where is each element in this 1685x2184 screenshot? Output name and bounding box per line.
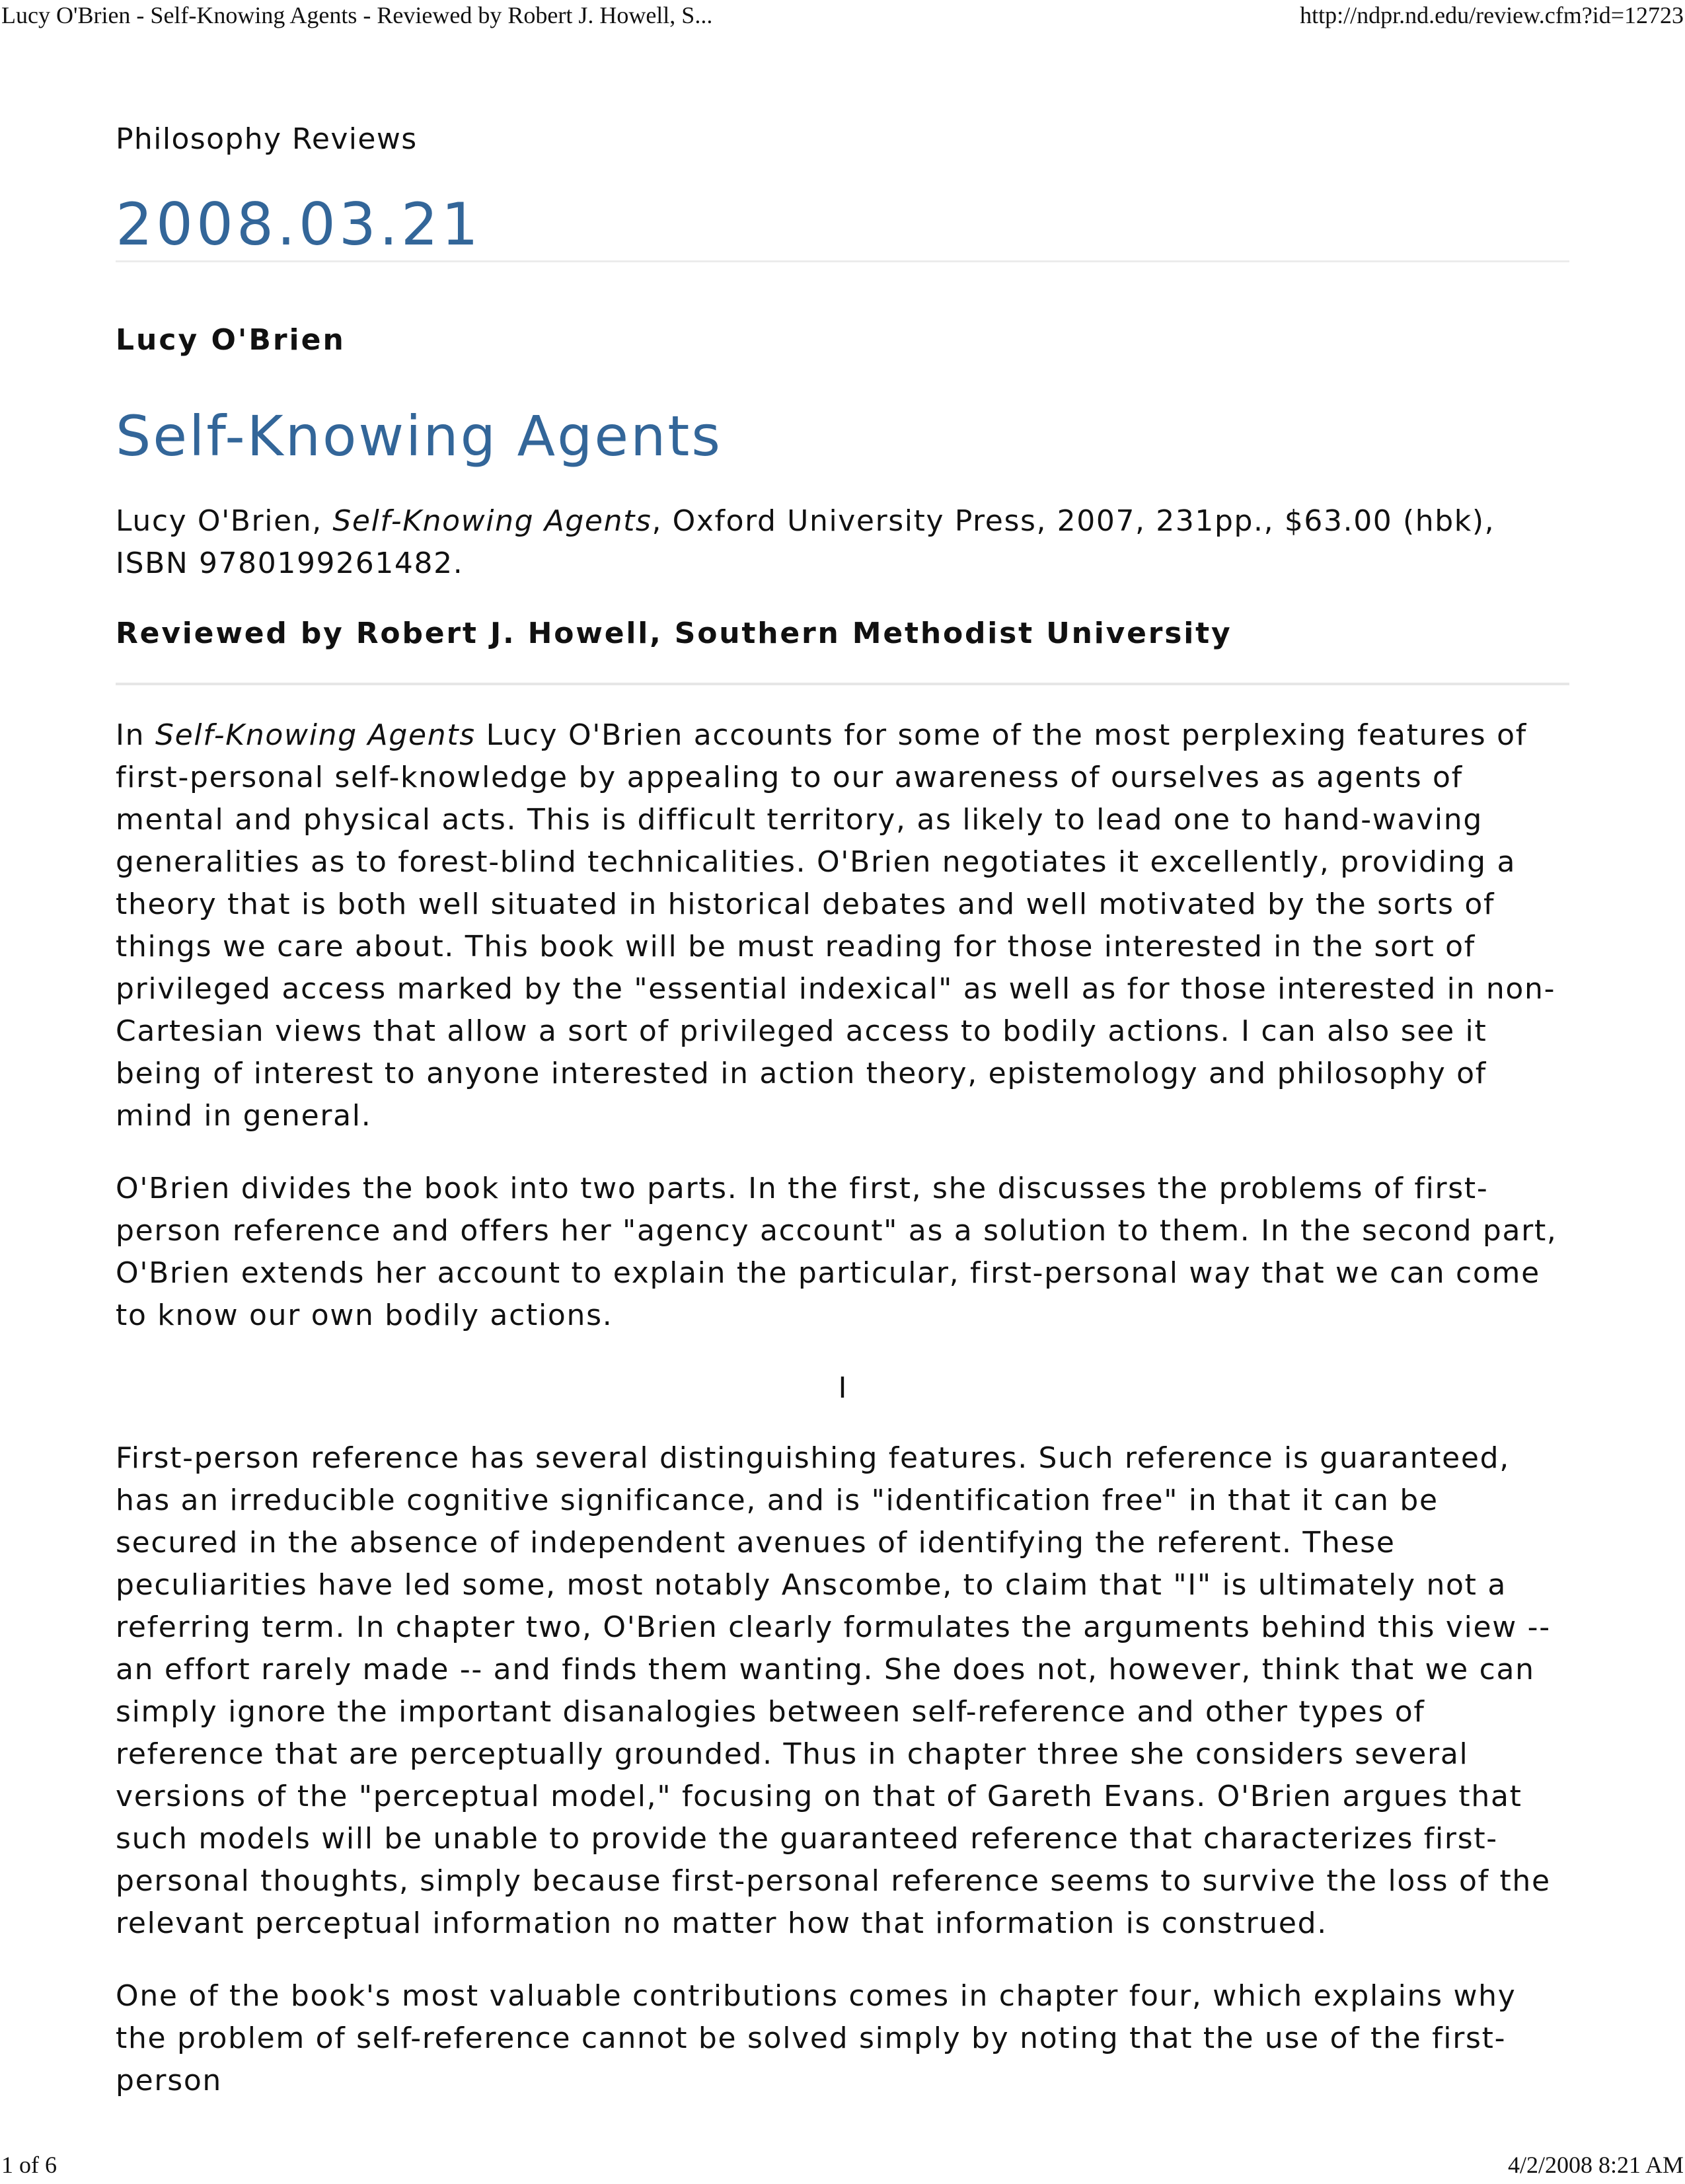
review-date: 2008.03.21 <box>116 190 482 259</box>
print-timestamp: 4/2/2008 8:21 AM <box>1507 2152 1684 2178</box>
paragraph-1 <box>116 714 1569 1137</box>
print-footer <box>0 2151 1685 2184</box>
paragraph-2: O'Brien divides the book into two parts. In the first, she discusses the problems of first-person reference and offers her "agency account" as a solution to them. In the second part, O'Brien extends her account to explain the particular, first-personal way that we can come to know our own bodily actions. <box>116 1172 1557 1333</box>
paragraph-3: First-person reference has several distinguishing features. Such reference is guaranteed, has an irreducible cognitive significance, and is "identification free" in that it can be secured in the absence of independent avenues of identifying the referent. These peculiarities have led some, most notably Anscombe, to claim that "I" is ultimately not a referring term. In chapter two, O'Brien clearly formulates the arguments behind this view -- an effort rarely made -- and finds them wanting. She does not, however, think that we can simply ignore the important disanalogies between self-reference and other types of reference that are perceptually grounded. Thus in chapter three she considers several versions of the "perceptual model," focusing on that of Gareth Evans. O'Brien argues that such models will be unable to provide the guaranteed reference that characterizes first-personal thoughts, simply because first-personal reference seems to survive the loss of the relevant perceptual information no matter how that information is construed. <box>116 1441 1551 1941</box>
page-count: 1 of 6 <box>1 2152 57 2178</box>
print-header <box>0 1 1685 34</box>
paragraph-1-book-title: Self-Knowing Agents <box>155 718 476 753</box>
paragraph-1-text: Lucy O'Brien accounts for some of the most perplexing features of first-personal self-knowledge by appealing to our awareness of ourselves as agents of mental and physical acts. This is difficult territory, as likely to lead one to hand-waving generalities as to forest-blind technicalities. O'Brien negotiates it excellently, providing a theory that is both well situated in historical debates and well motivated by the sorts of things we care about. This book will be must reading for those interested in the sort of privileged access marked by the "essential indexical" as well as for those interested in non-Cartesian views that allow a sort of privileged access to bodily actions. I can also see it being of interest to anyone interested in action theory, epistemology and philosophy of mind in general. <box>116 718 1556 1133</box>
date-divider <box>116 260 1569 262</box>
section-numeral: I <box>838 1371 847 1406</box>
print-header-url[interactable]: http://ndpr.nd.edu/review.cfm?id=12723 <box>1300 2 1684 28</box>
site-name[interactable]: Philosophy Reviews <box>116 122 418 156</box>
book-title: Self-Knowing Agents <box>116 404 723 469</box>
citation-title: Self-Knowing Agents <box>332 504 652 538</box>
header-divider <box>116 683 1569 685</box>
paragraph-1-intro: In <box>116 718 155 753</box>
review-body <box>116 714 1569 2102</box>
paragraph-4: One of the book's most valuable contributions comes in chapter four, which explains why the problem of self-reference cannot be solved simply by noting that the use of the first-person <box>116 1979 1516 2098</box>
citation-details: , Oxford University Press, 2007, 231pp., $63.00 (hbk), ISBN 9780199261482. <box>116 504 1495 580</box>
book-citation <box>116 500 1569 585</box>
book-author: Lucy O'Brien <box>116 323 346 358</box>
citation-author: Lucy O'Brien, <box>116 504 333 538</box>
review-page <box>116 111 1569 2132</box>
reviewer-byline: Reviewed by Robert J. Howell, Southern Methodist University <box>116 616 1232 650</box>
print-header-title: Lucy O'Brien - Self-Knowing Agents - Reviewed by Robert J. Howell, S... <box>1 2 713 28</box>
